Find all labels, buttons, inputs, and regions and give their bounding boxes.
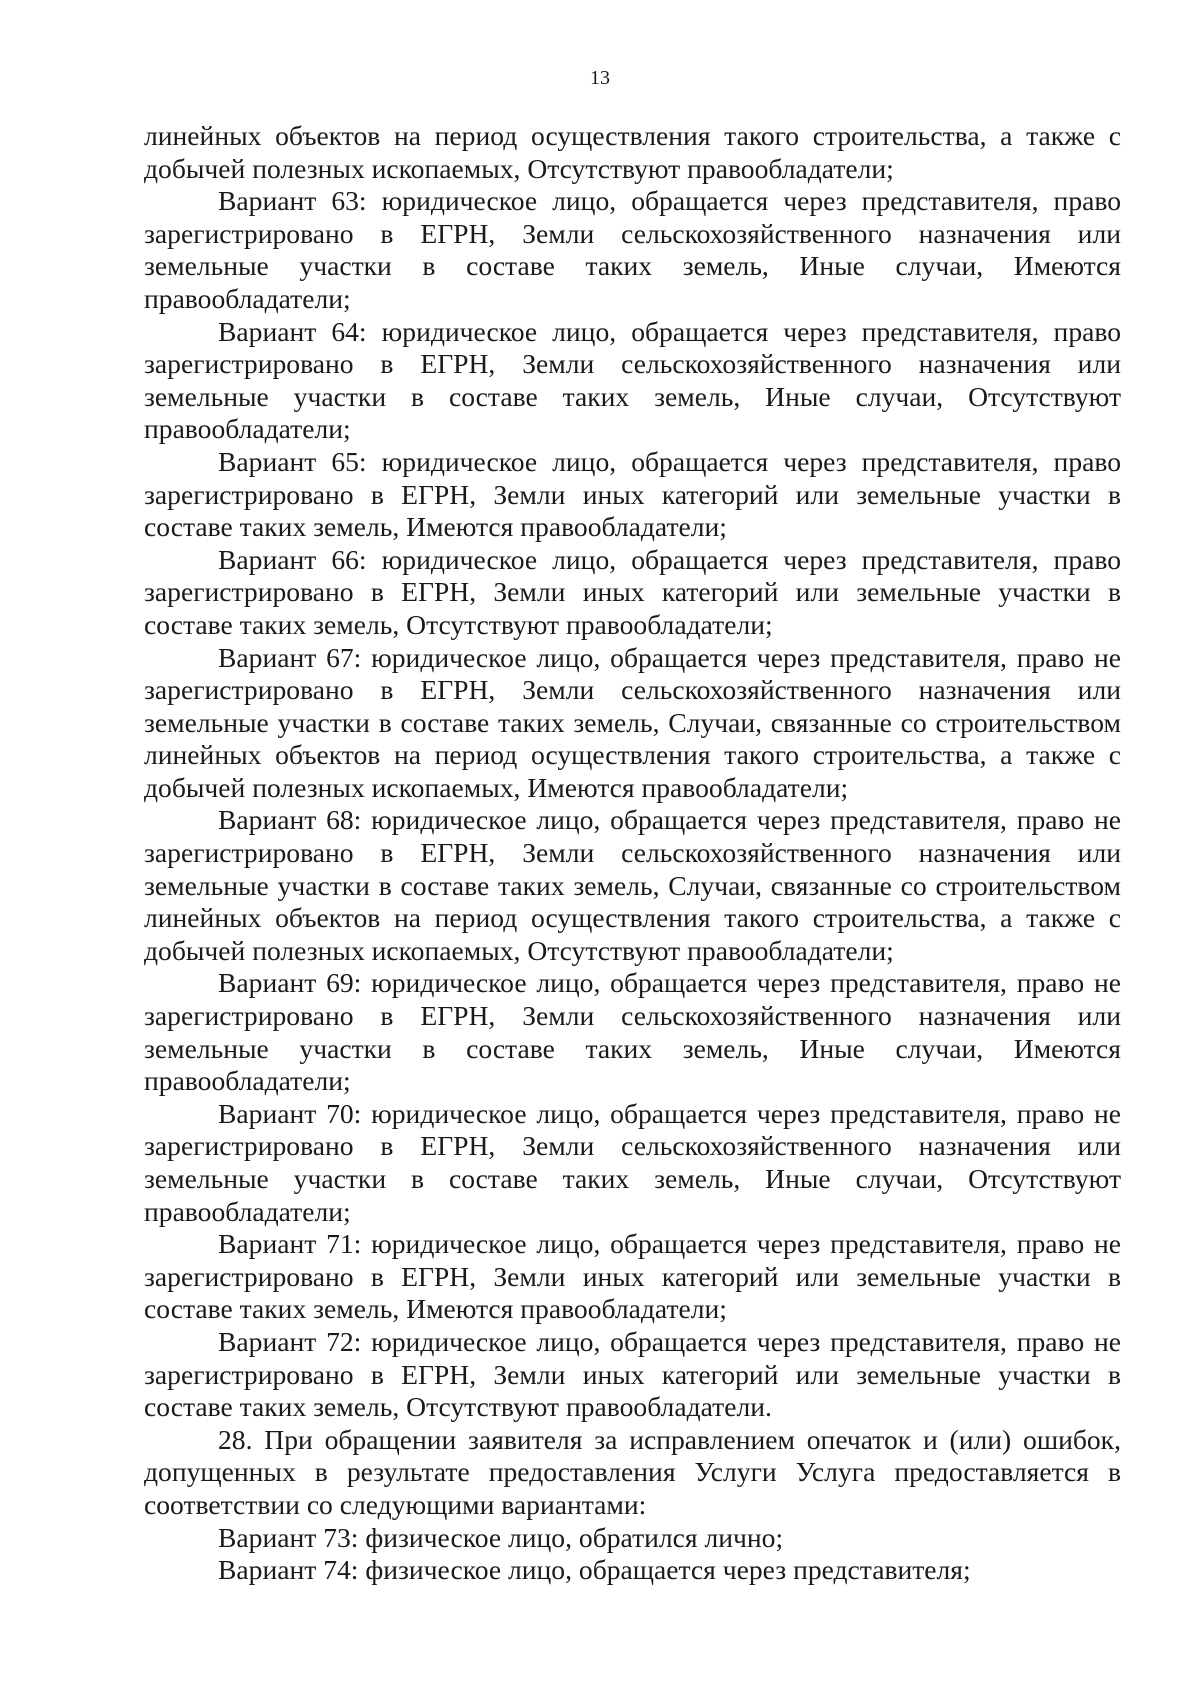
paragraph-item-28: 28. При обращении заявителя за исправлением опечаток и (или) ошибок, допущенных в результате предоставления Услуги Услуга предоставляется в соответствии со следующими вариантами: xyxy=(144,1423,1121,1520)
paragraph-variant-67: Вариант 67: юридическое лицо, обращается через представителя, право не зарегистрировано в ЕГРН, Земли сельскохозяйственного назначения или земельные участки в составе таких земель, Случаи, связанные со строительством линейных объектов на период осуществления такого строительства, а также с добычей полезных ископаемых, Имеются правообладатели; xyxy=(144,641,1121,803)
paragraph-variant-63: Вариант 63: юридическое лицо, обращается через представителя, право зарегистрировано в ЕГРН, Земли сельскохозяйственного назначения или земельные участки в составе таких земель, Иные случаи, Имеются правообладатели; xyxy=(144,185,1121,314)
paragraph-variant-66: Вариант 66: юридическое лицо, обращается через представителя, право зарегистрировано в ЕГРН, Земли иных категорий или земельные участки в составе таких земель, Отсутствуют правообладатели; xyxy=(144,543,1121,640)
paragraph-variant-69: Вариант 69: юридическое лицо, обращается через представителя, право не зарегистрировано в ЕГРН, Земли сельскохозяйственного назначения или земельные участки в составе таких земель, Иные случаи, Имеются правообладатели; xyxy=(144,967,1121,1097)
page-number: 13 xyxy=(590,67,610,89)
paragraph-variant-74: Вариант 74: физическое лицо, обращается через представителя; xyxy=(218,1554,971,1586)
paragraph-variant-72: Вариант 72: юридическое лицо, обращается через представителя, право не зарегистрировано в ЕГРН, Земли иных категорий или земельные участки в составе таких земель, Отсутствуют правообладатели. xyxy=(144,1325,1121,1423)
paragraph-variant-71: Вариант 71: юридическое лицо, обращается через представителя, право не зарегистрировано в ЕГРН, Земли иных категорий или земельные участки в составе таких земель, Имеются правообладатели; xyxy=(144,1228,1121,1325)
paragraph-variant-64: Вариант 64: юридическое лицо, обращается через представителя, право зарегистрировано в ЕГРН, Земли сельскохозяйственного назначения или земельные участки в составе таких земель, Иные случаи, Отсутствуют правообладатели; xyxy=(144,315,1121,445)
paragraph-variant-65: Вариант 65: юридическое лицо, обращается через представителя, право зарегистрировано в ЕГРН, Земли иных категорий или земельные участки в составе таких земель, Имеются правообладатели; xyxy=(144,445,1121,543)
paragraph-variant-73: Вариант 73: физическое лицо, обратился лично; xyxy=(218,1521,784,1553)
paragraph-continuation: линейных объектов на период осуществления такого строительства, а также с добычей полезных ископаемых, Отсутствуют правообладатели; xyxy=(144,120,1121,184)
paragraph-variant-68: Вариант 68: юридическое лицо, обращается через представителя, право не зарегистрировано в ЕГРН, Земли сельскохозяйственного назначения или земельные участки в составе таких земель, Случаи, связанные со строительством линейных объектов на период осуществления такого строительства, а также с добычей полезных ископаемых, Отсутствуют правообладатели; xyxy=(144,804,1121,966)
document-body xyxy=(144,120,1121,1587)
paragraph-variant-70: Вариант 70: юридическое лицо, обращается через представителя, право не зарегистрировано в ЕГРН, Земли сельскохозяйственного назначения или земельные участки в составе таких земель, Иные случаи, Отсутствуют правообладатели; xyxy=(144,1097,1121,1227)
